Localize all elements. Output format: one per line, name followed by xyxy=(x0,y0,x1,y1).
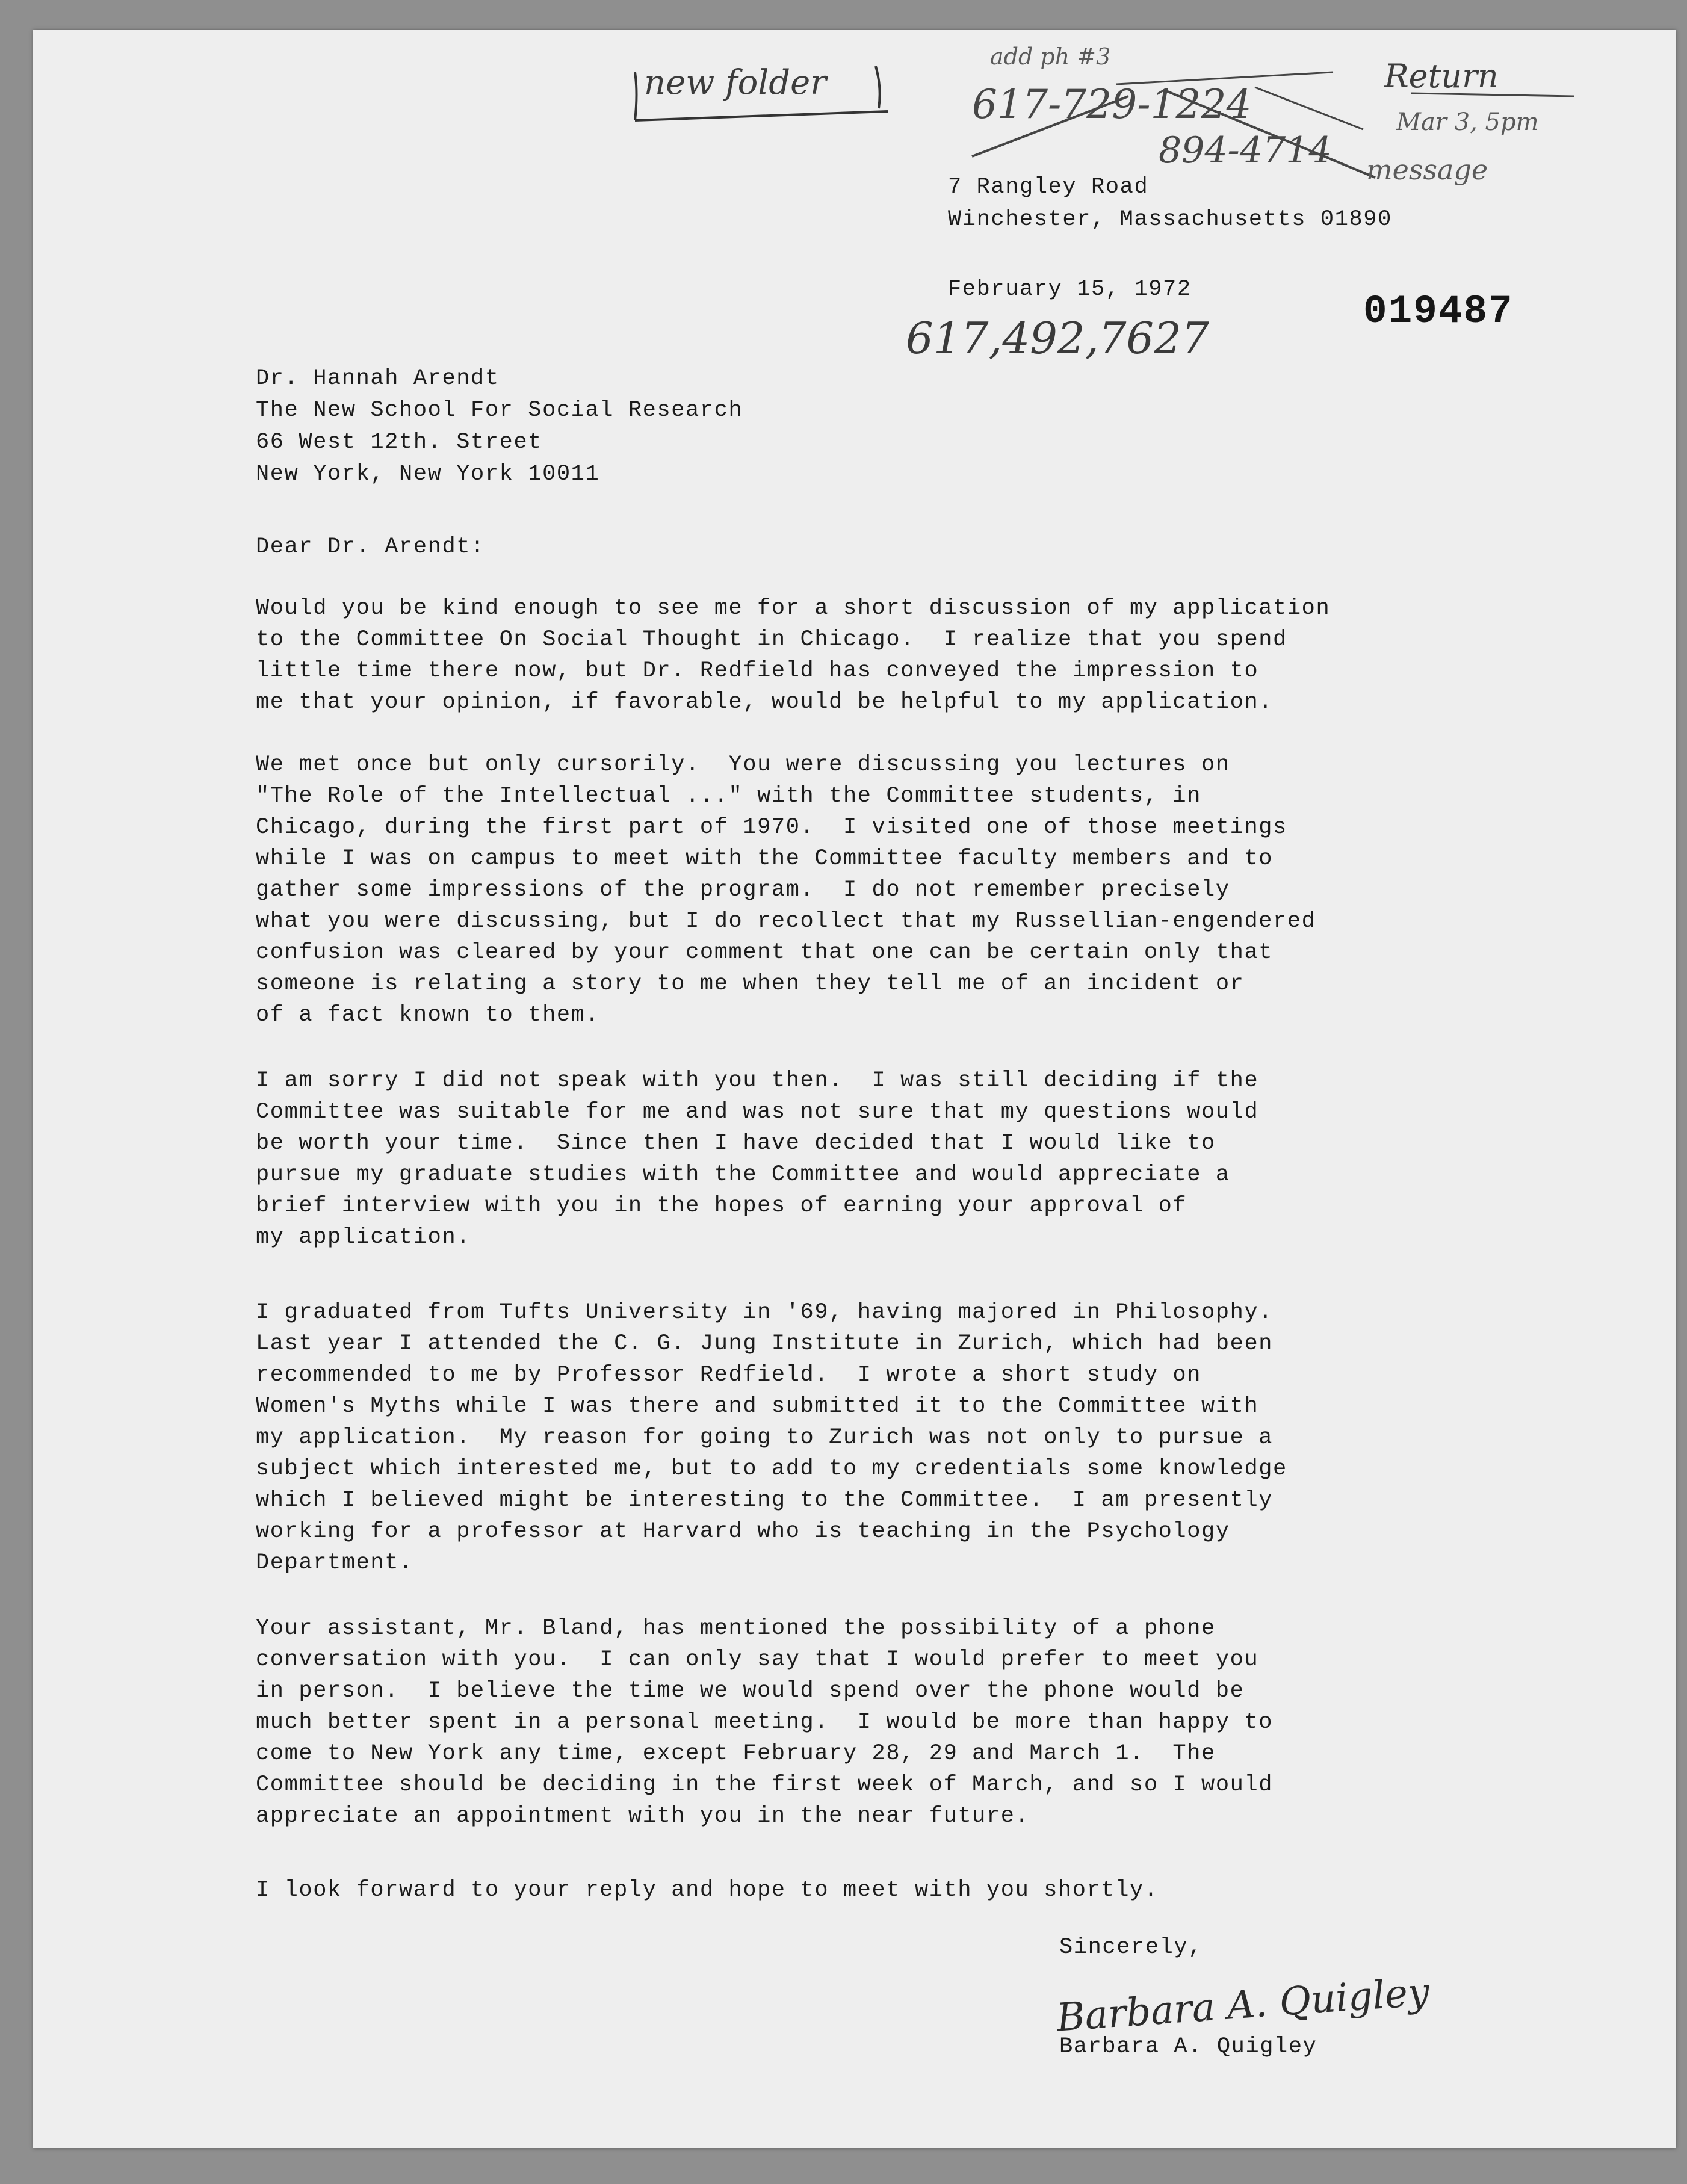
return-time-note: Mar 3, 5pm xyxy=(1396,108,1539,136)
phone-new-note: 617,492,7627 xyxy=(906,313,1209,363)
paragraph-line: which I believed might be interesting to the Committee. I am presently xyxy=(256,1488,1274,1513)
paragraph-line: Would you be kind enough to see me for a short discussion of my application xyxy=(256,596,1331,621)
phone-old-1: 617-729-1224 xyxy=(972,81,1252,128)
paragraph-line: of a fact known to them. xyxy=(256,1003,600,1028)
letter-page xyxy=(33,30,1676,2148)
paragraph-line: Your assistant, Mr. Bland, has mentioned the possibility of a phone xyxy=(256,1616,1216,1641)
paragraph-line: pursue my graduate studies with the Committee and would appreciate a xyxy=(256,1162,1230,1187)
phone-old-2: 894-4714 xyxy=(1159,129,1332,172)
return-note: Return xyxy=(1384,57,1499,95)
paragraph-line: working for a professor at Harvard who is teaching in the Psychology xyxy=(256,1519,1230,1544)
paragraph-line: Last year I attended the C. G. Jung Institute in Zurich, which had been xyxy=(256,1331,1274,1356)
paragraph-line: gather some impressions of the program. I do not remember precisely xyxy=(256,877,1230,903)
paragraph-line: while I was on campus to meet with the Committee faculty members and to xyxy=(256,846,1274,871)
recipient-line: Dr. Hannah Arendt xyxy=(256,366,500,391)
letter-date: February 15, 1972 xyxy=(948,277,1192,302)
paragraph-line: to the Committee On Social Thought in Chicago. I realize that you spend xyxy=(256,627,1287,652)
paragraph-line: subject which interested me, but to add to my credentials some knowledge xyxy=(256,1456,1287,1482)
paragraph-line: much better spent in a personal meeting. I would be more than happy to xyxy=(256,1710,1274,1735)
paragraph-line: We met once but only cursorily. You were discussing you lectures on xyxy=(256,752,1230,778)
paragraph-line: come to New York any time, except February 28, 29 and March 1. The xyxy=(256,1741,1216,1766)
paragraph-line: me that your opinion, if favorable, would be helpful to my application. xyxy=(256,690,1274,715)
closing: Sincerely, xyxy=(1059,1935,1203,1960)
paragraph-line: appreciate an appointment with you in the near future. xyxy=(256,1804,1030,1829)
paragraph-line: I graduated from Tufts University in '69, having majored in Philosophy. xyxy=(256,1300,1274,1325)
paragraph-line: Women's Myths while I was there and submitted it to the Committee with xyxy=(256,1394,1259,1419)
folder-note: new folder xyxy=(644,63,827,102)
paragraph-line: recommended to me by Professor Redfield. I wrote a short study on xyxy=(256,1363,1202,1388)
paragraph-line: my application. xyxy=(256,1225,471,1250)
document-number: 019487 xyxy=(1363,289,1514,334)
paragraph-line: brief interview with you in the hopes of earning your approval of xyxy=(256,1193,1187,1219)
sender-street: 7 Rangley Road xyxy=(948,175,1149,200)
paragraph-line: little time there now, but Dr. Redfield has conveyed the impression to xyxy=(256,658,1259,684)
phone-note-small: add ph #3 xyxy=(990,43,1111,70)
paragraph-line: confusion was cleared by your comment that one can be certain only that xyxy=(256,940,1274,965)
salutation: Dear Dr. Arendt: xyxy=(256,534,485,560)
paragraph-line: conversation with you. I can only say that I would prefer to meet you xyxy=(256,1647,1259,1672)
signature: Barbara A. Quigley xyxy=(1055,1970,1431,2041)
recipient-line: New York, New York 10011 xyxy=(256,462,600,487)
recipient-line: The New School For Social Research xyxy=(256,398,743,423)
paragraph-line: in person. I believe the time we would spend over the phone would be xyxy=(256,1678,1245,1704)
signer-name: Barbara A. Quigley xyxy=(1059,2034,1317,2059)
paragraph-line: Chicago, during the first part of 1970. I visited one of those meetings xyxy=(256,815,1287,840)
paragraph-line: I look forward to your reply and hope to meet with you shortly. xyxy=(256,1878,1159,1903)
paragraph-line: Committee should be deciding in the first week of March, and so I would xyxy=(256,1772,1274,1798)
paragraph-line: Department. xyxy=(256,1550,413,1576)
recipient-line: 66 West 12th. Street xyxy=(256,430,543,455)
paragraph-line: "The Role of the Intellectual ..." with the Committee students, in xyxy=(256,784,1202,809)
paragraph-line: my application. My reason for going to Zurich was not only to pursue a xyxy=(256,1425,1274,1450)
paragraph-line: someone is relating a story to me when they tell me of an incident or xyxy=(256,971,1245,997)
paragraph-line: I am sorry I did not speak with you then. I was still deciding if the xyxy=(256,1068,1259,1094)
paragraph-line: be worth your time. Since then I have decided that I would like to xyxy=(256,1131,1216,1156)
paragraph-line: Committee was suitable for me and was not sure that my questions would xyxy=(256,1100,1259,1125)
message-note: message xyxy=(1366,153,1488,186)
sender-city: Winchester, Massachusetts 01890 xyxy=(948,207,1392,232)
paragraph-line: what you were discussing, but I do recollect that my Russellian-engendered xyxy=(256,909,1316,934)
